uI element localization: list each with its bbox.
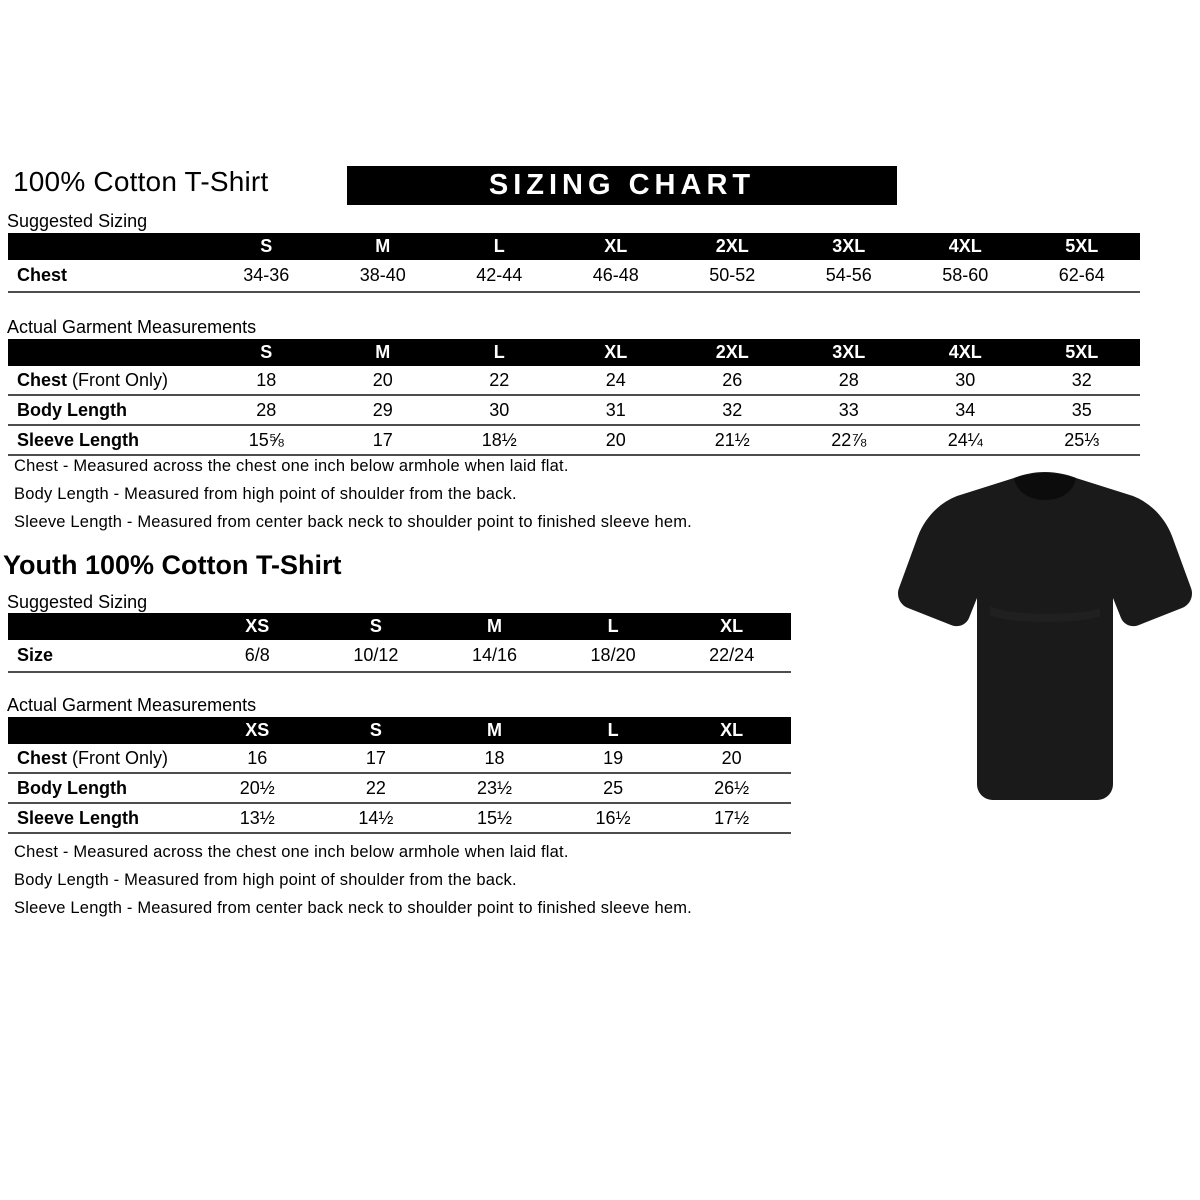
header-row xyxy=(8,717,791,744)
size-column-header: XS xyxy=(198,717,317,744)
table-row-chest xyxy=(8,744,791,773)
row-label-suffix: (Front Only) xyxy=(67,747,169,768)
measurement-cell: 54-56 xyxy=(825,265,872,285)
measurement-cell: 17 xyxy=(365,747,386,768)
measurement-cell: 15⅝ xyxy=(248,429,284,450)
row-label: Sleeve Length xyxy=(17,807,140,828)
adult-title: 100% Cotton T-Shirt xyxy=(13,166,269,197)
adult-suggested-sizing-label: Suggested Sizing xyxy=(7,211,148,231)
measurement-cell: 33 xyxy=(838,399,859,420)
adult-suggested-sizing-table xyxy=(8,233,1140,293)
note-body-length: Body Length - Measured from high point of shoulder from the back. xyxy=(14,485,517,503)
measurement-cell: 13½ xyxy=(239,807,275,828)
measurement-cell: 18/20 xyxy=(590,645,636,665)
row-label: Chest xyxy=(17,265,68,285)
size-column-header: 5XL xyxy=(1024,233,1141,260)
note-sleeve-length: Sleeve Length - Measured from center back neck to shoulder point to finished sleeve hem. xyxy=(14,899,692,917)
measurement-cell: 22 xyxy=(489,369,510,390)
note-sleeve-length: Sleeve Length - Measured from center back neck to shoulder point to finished sleeve hem. xyxy=(14,513,692,531)
measurement-cell: 20 xyxy=(721,747,742,768)
measurement-cell: 21½ xyxy=(714,429,750,450)
note-body-length: Body Length - Measured from high point of shoulder from the back. xyxy=(14,871,517,889)
table-row-size xyxy=(8,640,791,672)
measurement-cell: 42-44 xyxy=(476,265,523,285)
measurement-cell: 28 xyxy=(256,399,277,420)
header-row xyxy=(8,233,1140,260)
blank-header-cell xyxy=(8,717,198,744)
black-tshirt-image xyxy=(895,466,1195,806)
sizing-chart-banner: SIZING CHART xyxy=(347,166,897,205)
size-column-header: M xyxy=(325,233,442,260)
measurement-cell: 24 xyxy=(605,369,626,390)
measurement-cell: 23½ xyxy=(476,777,512,798)
youth-suggested-sizing-table xyxy=(8,613,791,673)
size-column-header: S xyxy=(317,613,436,640)
size-column-header: M xyxy=(435,613,554,640)
measurement-cell: 30 xyxy=(955,369,976,390)
measurement-cell: 38-40 xyxy=(359,265,406,285)
table-row-body-length xyxy=(8,395,1140,425)
youth-title: Youth 100% Cotton T-Shirt xyxy=(3,550,342,580)
table-row-chest xyxy=(8,366,1140,395)
size-column-header: S xyxy=(208,233,325,260)
header-row xyxy=(8,613,791,640)
blank-header-cell xyxy=(8,613,198,640)
measurement-cell: 32 xyxy=(1071,369,1092,390)
measurement-cell: 14½ xyxy=(358,807,394,828)
youth-suggested-sizing-label: Suggested Sizing xyxy=(7,592,148,612)
measurement-cell: 24¼ xyxy=(947,429,983,450)
size-column-header: S xyxy=(208,339,325,366)
measurement-cell: 17½ xyxy=(714,807,750,828)
measurement-cell: 58-60 xyxy=(942,265,989,285)
size-column-header: XL xyxy=(558,339,675,366)
measurement-cell: 34-36 xyxy=(243,265,290,285)
note-chest: Chest - Measured across the chest one inch below armhole when laid flat. xyxy=(14,843,569,861)
size-column-header: XL xyxy=(672,613,791,640)
measurement-cell: 18 xyxy=(484,747,505,768)
measurement-cell: 28 xyxy=(838,369,859,390)
adult-actual-measurements-table xyxy=(8,339,1140,456)
table-row-sleeve-length xyxy=(8,803,791,833)
measurement-cell: 14/16 xyxy=(471,645,517,665)
table-row-chest xyxy=(8,260,1140,292)
measurement-cell: 62-64 xyxy=(1058,265,1105,285)
row-label-suffix: (Front Only) xyxy=(67,369,169,390)
measurement-cell: 6/8 xyxy=(244,645,270,665)
measurement-cell: 16 xyxy=(247,747,268,768)
measurement-cell: 10/12 xyxy=(353,645,399,665)
measurement-cell: 26½ xyxy=(714,777,750,798)
measurement-cell: 32 xyxy=(722,399,743,420)
size-column-header: 3XL xyxy=(791,339,908,366)
measurement-cell: 17 xyxy=(372,429,393,450)
size-column-header: L xyxy=(441,233,558,260)
measurement-cell: 46-48 xyxy=(592,265,639,285)
size-column-header: M xyxy=(435,717,554,744)
measurement-cell: 35 xyxy=(1071,399,1092,420)
size-column-header: XL xyxy=(558,233,675,260)
size-column-header: M xyxy=(325,339,442,366)
measurement-cell: 31 xyxy=(605,399,626,420)
adult-actual-measurements-label: Actual Garment Measurements xyxy=(7,317,257,337)
youth-measurement-notes xyxy=(14,843,692,927)
row-label: Chest (Front Only) xyxy=(17,747,169,768)
adult-measurement-notes xyxy=(14,457,692,541)
size-column-header: 4XL xyxy=(907,339,1024,366)
size-column-header: L xyxy=(441,339,558,366)
measurement-cell: 25 xyxy=(603,777,624,798)
measurement-cell: 25⅓ xyxy=(1064,429,1100,450)
measurement-cell: 22/24 xyxy=(709,645,755,665)
size-column-header: 3XL xyxy=(791,233,908,260)
measurement-cell: 20½ xyxy=(239,777,275,798)
blank-header-cell xyxy=(8,233,208,260)
size-column-header: XL xyxy=(672,717,791,744)
measurement-cell: 18½ xyxy=(481,429,517,450)
header-row xyxy=(8,339,1140,366)
note-chest: Chest - Measured across the chest one inch below armhole when laid flat. xyxy=(14,457,569,475)
measurement-cell: 16½ xyxy=(595,807,631,828)
measurement-cell: 18 xyxy=(256,369,277,390)
measurement-cell: 26 xyxy=(722,369,743,390)
measurement-cell: 30 xyxy=(489,399,510,420)
size-column-header: 5XL xyxy=(1024,339,1141,366)
size-column-header: 2XL xyxy=(674,339,791,366)
measurement-cell: 15½ xyxy=(476,807,512,828)
row-label: Body Length xyxy=(17,399,127,420)
table-row-body-length xyxy=(8,773,791,803)
size-column-header: 2XL xyxy=(674,233,791,260)
measurement-cell: 20 xyxy=(605,429,626,450)
youth-actual-measurements-table xyxy=(8,717,791,834)
blank-header-cell xyxy=(8,339,208,366)
youth-actual-measurements-label: Actual Garment Measurements xyxy=(7,695,257,715)
size-column-header: S xyxy=(317,717,436,744)
row-label: Chest (Front Only) xyxy=(17,369,169,390)
measurement-cell: 22⅞ xyxy=(831,429,867,450)
size-column-header: XS xyxy=(198,613,317,640)
size-column-header: L xyxy=(554,613,673,640)
tshirt-body xyxy=(898,472,1192,800)
measurement-cell: 22 xyxy=(365,777,386,798)
row-label: Size xyxy=(17,645,54,665)
size-column-header: 4XL xyxy=(907,233,1024,260)
measurement-cell: 20 xyxy=(372,369,393,390)
measurement-cell: 50-52 xyxy=(709,265,756,285)
measurement-cell: 29 xyxy=(372,399,393,420)
row-label: Body Length xyxy=(17,777,127,798)
size-column-header: L xyxy=(554,717,673,744)
measurement-cell: 34 xyxy=(955,399,976,420)
measurement-cell: 19 xyxy=(603,747,624,768)
table-row-sleeve-length xyxy=(8,425,1140,455)
row-label: Sleeve Length xyxy=(17,429,140,450)
